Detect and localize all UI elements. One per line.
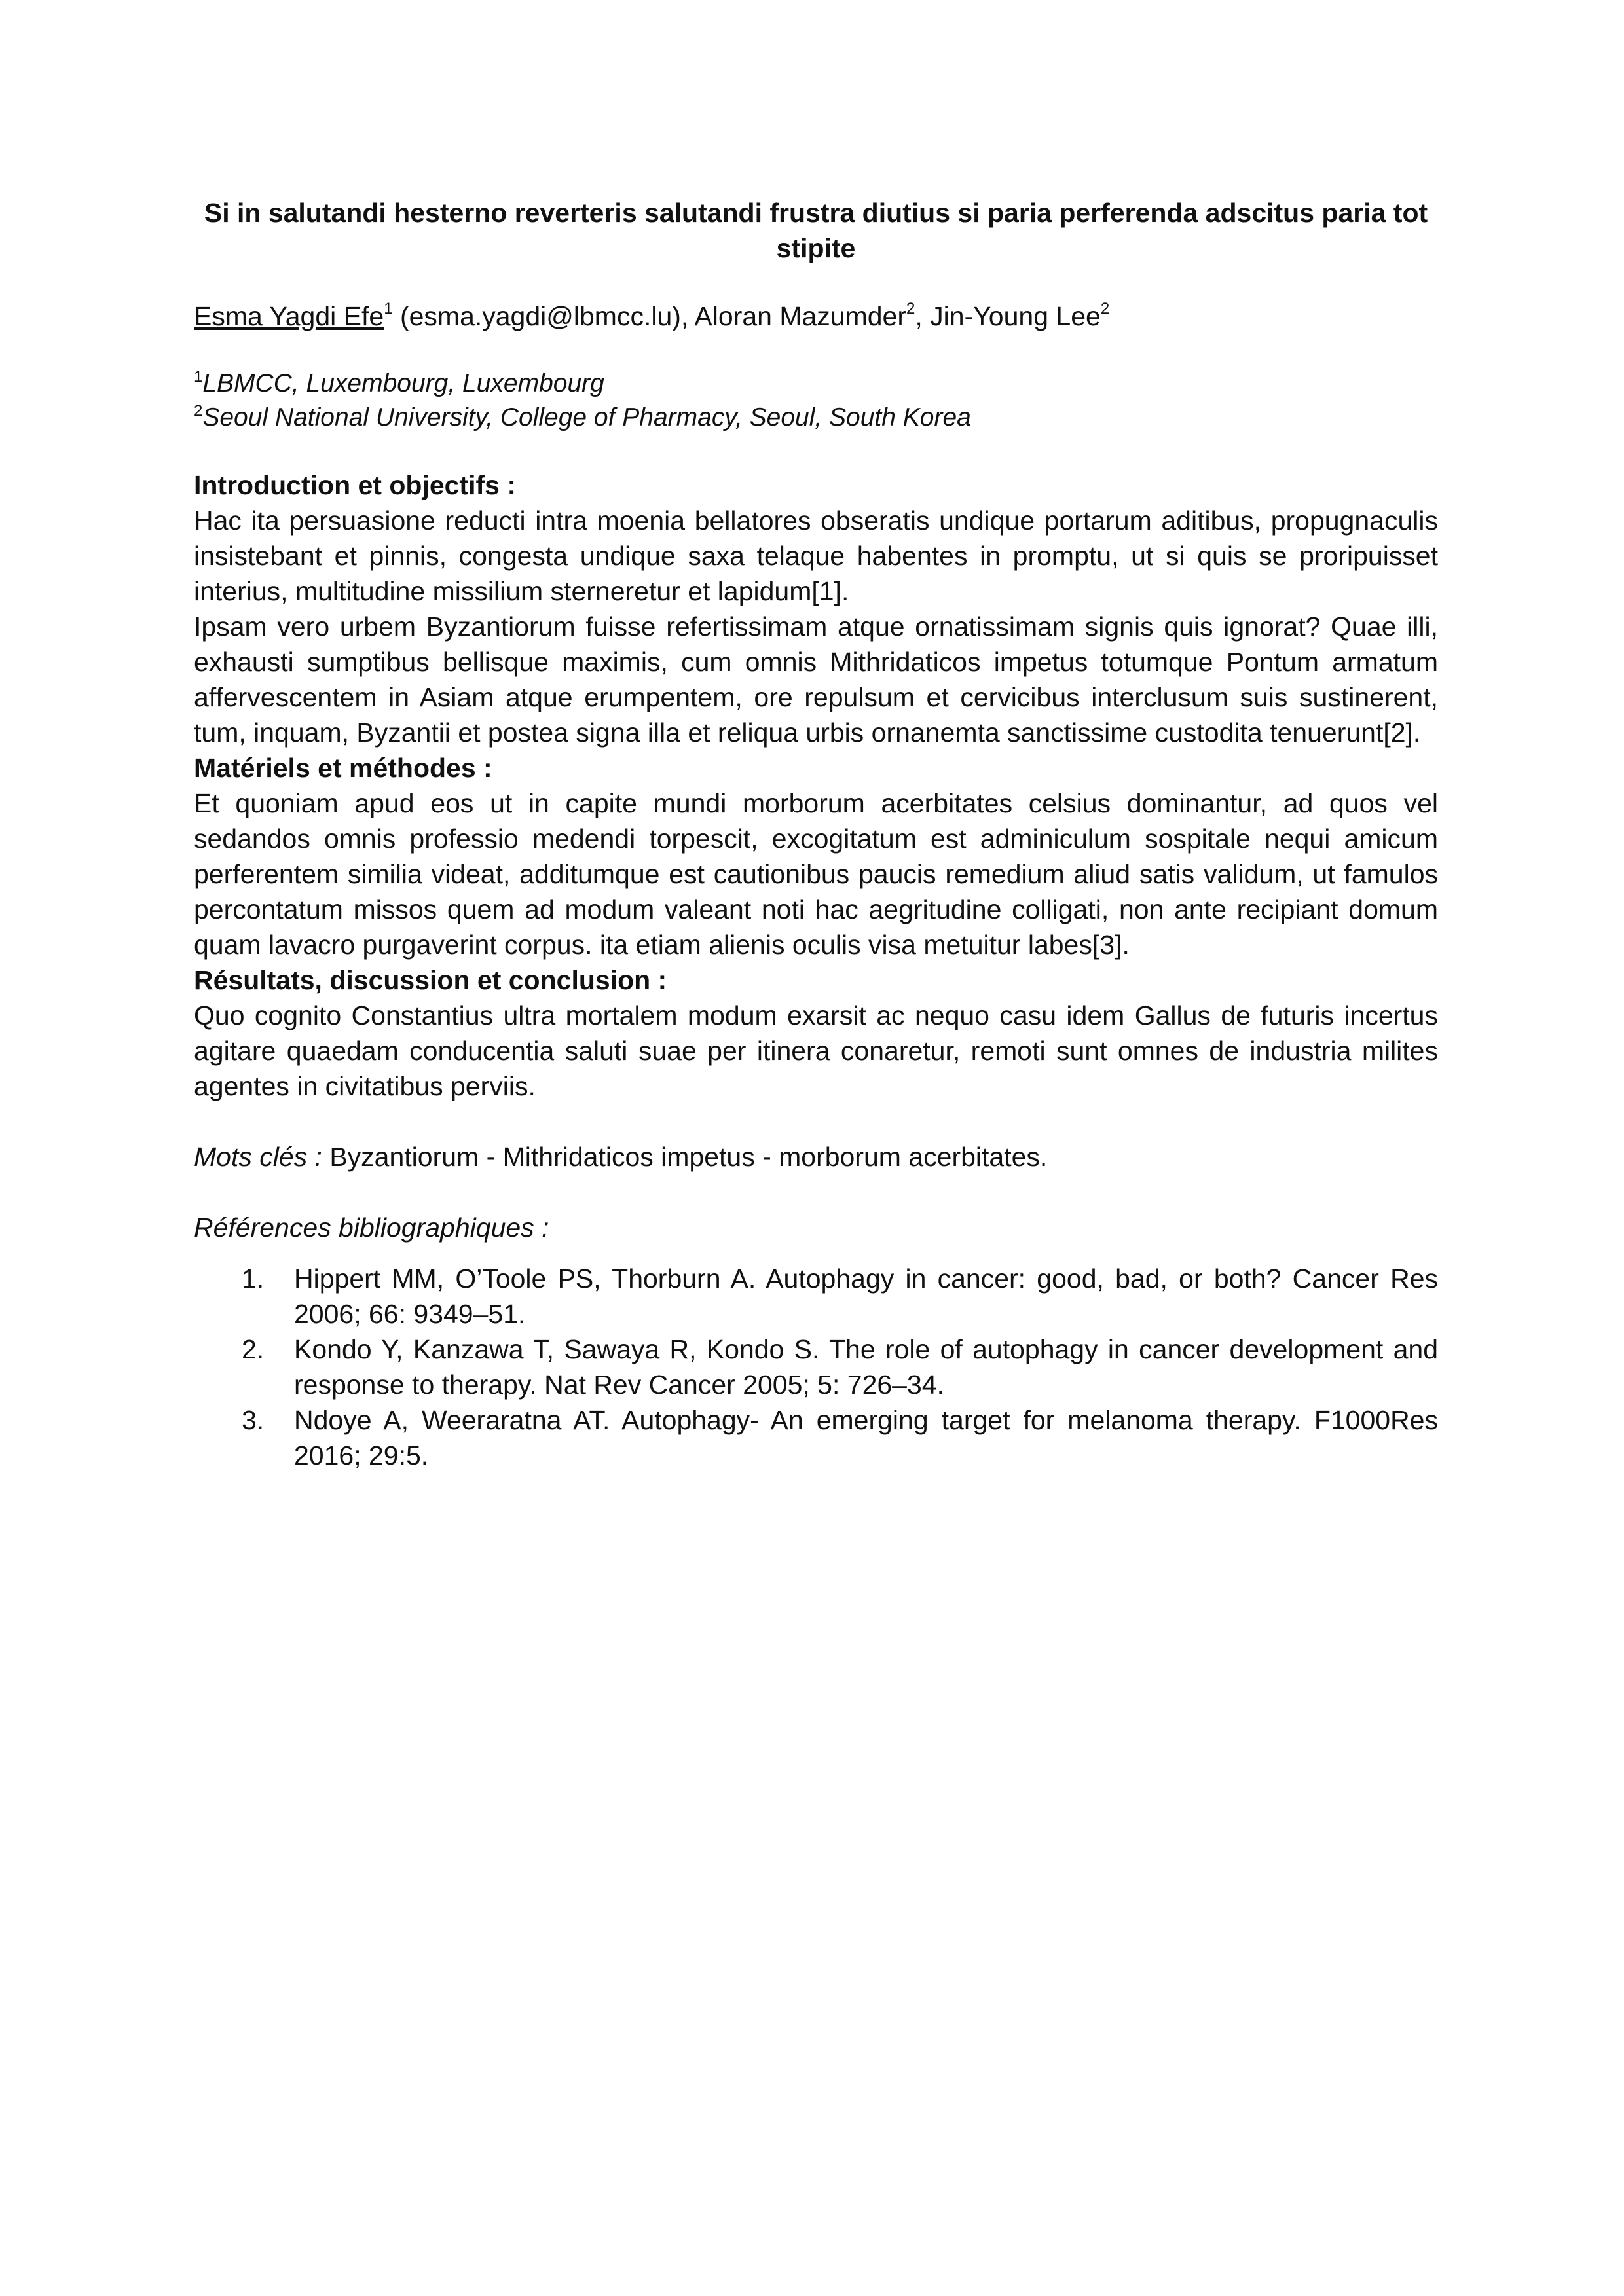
affiliation-text: Seoul National University, College of Pharmacy, Seoul, South Korea [202, 403, 971, 431]
results-heading: Résultats, discussion et conclusion : [194, 965, 667, 995]
references-label: Références bibliographiques : [194, 1212, 549, 1243]
references-list [194, 1261, 1438, 1473]
results-section [194, 962, 1438, 1104]
introduction-section [194, 467, 1438, 750]
author-affiliation-mark: 1 [384, 300, 393, 318]
affiliations [194, 367, 1438, 435]
coauthor-name: , Jin-Young Lee [915, 301, 1101, 331]
keywords-text: Byzantiorum - Mithridaticos impetus - morborum acerbitates. [322, 1142, 1048, 1172]
introduction-paragraph: Ipsam vero urbem Byzantiorum fuisse refertissimam atque ornatissimam signis quis ignorat? Quae illi, exhausti sumptibus bellisque maximis, cum omnis Mithridaticos impetus totumque Pontum armatum affervescentem in Asiam atque erumpentem, ore repulsum et cervicibus interclusum suis sustinerent, tum, inquam, Byzantii et postea signa illa et reliqua urbis ornanemta sanctissime custodita tenuerunt[2]. [194, 611, 1438, 748]
affiliation-number: 1 [194, 368, 203, 386]
author-email-and-coauthor: (esma.yagdi@lbmcc.lu), Aloran Mazumder [392, 301, 907, 331]
introduction-paragraph: Hac ita persuasione reducti intra moenia bellatores obseratis undique portarum aditibus, propugnaculis insistebant et pinnis, congesta undique saxa telaque habentes in promptu, ut si quis se proripuisset interius, multitudine missilium sterneretur et lapidum[1]. [194, 505, 1438, 606]
affiliation-item [194, 367, 1438, 401]
affiliation-item [194, 401, 1438, 435]
methods-section [194, 750, 1438, 962]
affiliation-number: 2 [194, 402, 203, 420]
abstract-title: Si in salutandi hesterno reverteris salutandi frustra diutius si paria perferenda adscitus paria tot stipite [204, 198, 1428, 263]
introduction-heading: Introduction et objectifs : [194, 470, 516, 500]
reference-number: 3. [242, 1405, 265, 1435]
reference-item [194, 1332, 1438, 1402]
abstract-page [194, 195, 1438, 1473]
methods-heading: Matériels et méthodes : [194, 753, 492, 783]
reference-text: Hippert MM, O’Toole PS, Thorburn A. Autophagy in cancer: good, bad, or both? Cancer Res 2006; 66: 9349–51. [294, 1264, 1438, 1329]
reference-number: 2. [242, 1334, 265, 1364]
author-line [194, 299, 1438, 334]
author-affiliation-mark: 2 [1100, 300, 1110, 318]
reference-number: 1. [242, 1264, 265, 1294]
presenting-author: Esma Yagdi Efe [194, 301, 384, 331]
reference-text: Ndoye A, Weeraratna AT. Autophagy- An emerging target for melanoma therapy. F1000Res 2016; 29:5. [294, 1405, 1438, 1470]
methods-paragraph: Et quoniam apud eos ut in capite mundi morborum acerbitates celsius dominantur, ad quos vel sedandos omnis professio medendi torpescit, excogitatum est adminiculum sospitale nequi amicum perferentem similia videat, additumque est cautionibus paucis remedium aliud satis validum, ut famulos percontatum missos quem ad modum valeant noti hac aegritudine colligati, non ante recipiant domum quam lavacro purgaverint corpus. ita etiam alienis oculis visa metuitur labes[3]. [194, 788, 1438, 960]
keywords [194, 1139, 1438, 1175]
reference-item [194, 1261, 1438, 1332]
keywords-label: Mots clés : [194, 1142, 322, 1172]
affiliation-text: LBMCC, Luxembourg, Luxembourg [202, 369, 604, 397]
reference-text: Kondo Y, Kanzawa T, Sawaya R, Kondo S. The role of autophagy in cancer development and response to therapy. Nat Rev Cancer 2005; 5: 726–34. [294, 1334, 1438, 1400]
reference-item [194, 1402, 1438, 1473]
results-paragraph: Quo cognito Constantius ultra mortalem modum exarsit ac nequo casu idem Gallus de futuris incertus agitare quaedam conducentia saluti suae per itinera conaretur, remoti sunt omnes de industria milites agentes in civitatibus perviis. [194, 1000, 1438, 1101]
author-affiliation-mark: 2 [906, 300, 915, 318]
